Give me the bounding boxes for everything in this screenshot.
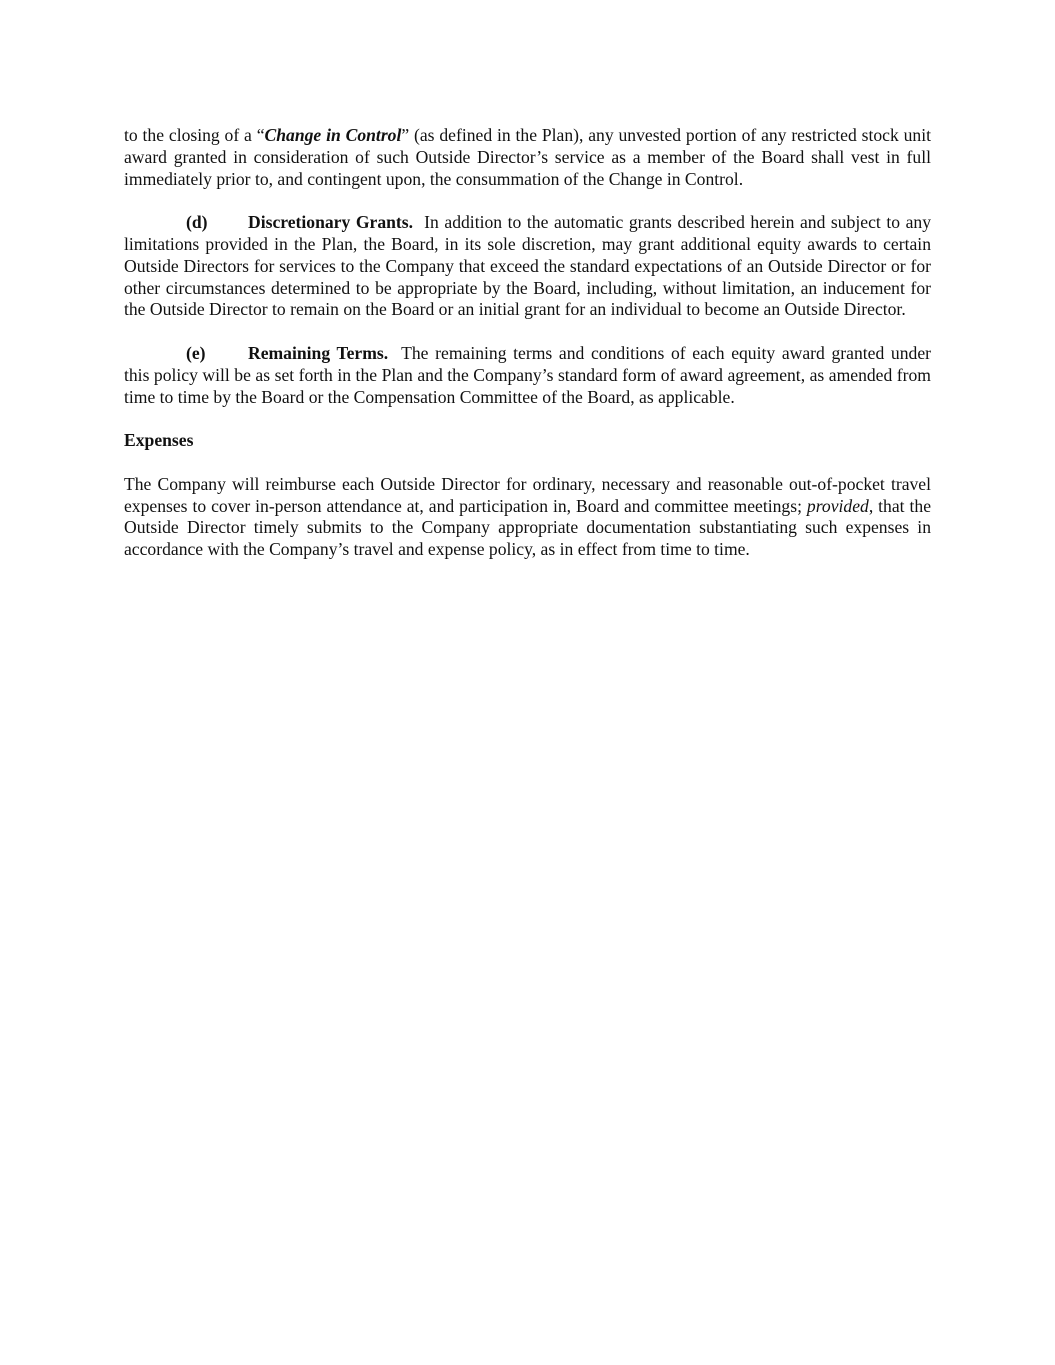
provided-term: provided	[806, 495, 869, 516]
section-e-body: The remaining terms and conditions of each equity award granted under this policy will be as set forth in the Plan and the Company’s standard form of award agreement, as amended from time to time by the Board or the Compensation Committee of the Board, as applicable.	[124, 342, 931, 407]
section-d-label: (d)	[186, 212, 208, 233]
section-e-title: Remaining Terms.	[248, 342, 389, 363]
section-e-label: (e)	[186, 342, 206, 363]
section-d-paragraph	[124, 212, 931, 321]
section-d-title: Discretionary Grants.	[248, 212, 414, 233]
section-d-body: In addition to the automatic grants described herein and subject to any limitations provided in the Plan, the Board, in its sole discretion, may grant additional equity awards to certain Outside Directors for services to the Company that exceed the standard expectations of an Outside Director or for other circumstances determined to be appropriate by the Board, including, without limitation, an inducement for the Outside Director to remain on the Board or an initial grant for an individual to become an Outside Director.	[124, 212, 931, 320]
expenses-text-before: The Company will reimburse each Outside Director for ordinary, necessary and reasonable out-of-pocket travel expenses to cover in-person attendance at, and participation in, Board and committee meetings;	[124, 473, 931, 516]
intro-text-before: to the closing of a “	[124, 125, 265, 145]
expenses-paragraph	[124, 474, 931, 561]
change-in-control-term: Change in Control	[264, 125, 402, 145]
expenses-text-after: , that the Outside Director timely submits to the Company appropriate documentation substantiating such expenses in accordance with the Company’s travel and expense policy, as in effect from time to time.	[124, 495, 931, 560]
intro-paragraph	[124, 125, 931, 190]
expenses-heading: Expenses	[124, 430, 194, 451]
section-e-paragraph	[124, 343, 931, 408]
intro-text-after: ” (as defined in the Plan), any unvested portion of any restricted stock unit award granted in consideration of such Outside Director’s service as a member of the Board shall vest in full immediately prior to, and contingent upon, the consummation of the Change in Control.	[124, 125, 931, 189]
document-body	[124, 125, 931, 561]
